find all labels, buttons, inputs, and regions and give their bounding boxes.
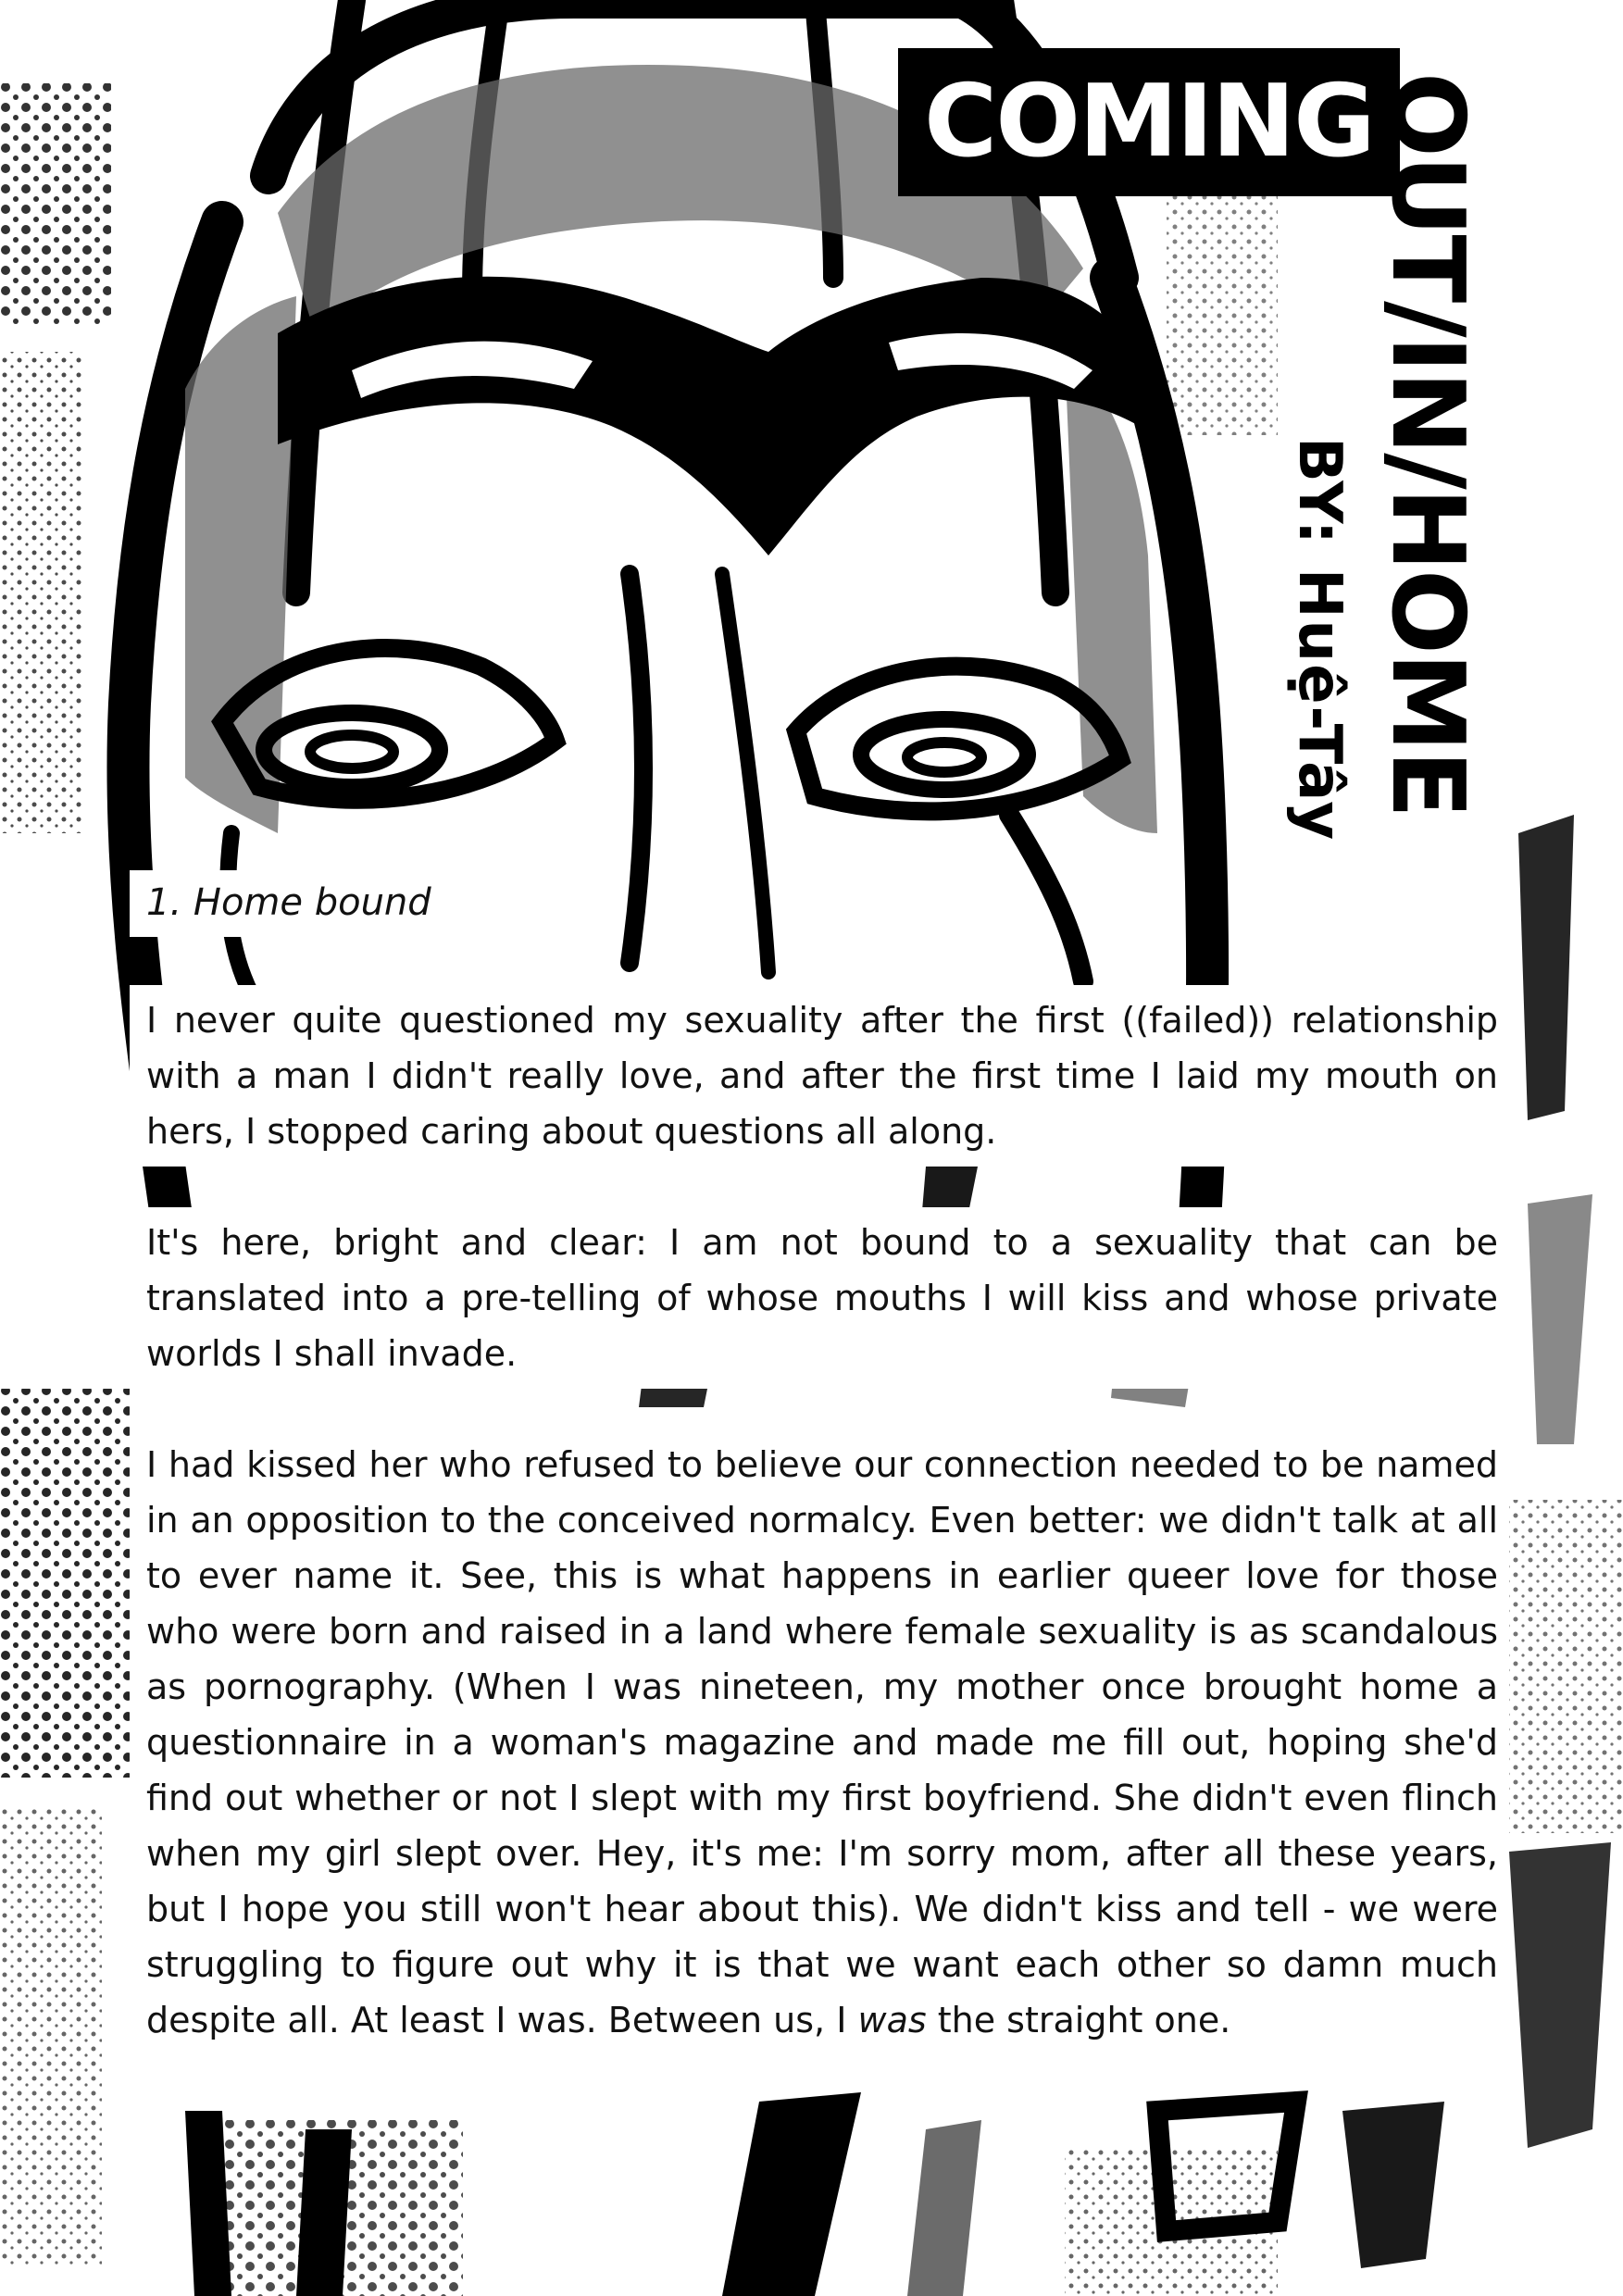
paragraph-2 xyxy=(130,1207,1509,1389)
paragraph-3-body: I had kissed her who refused to believe our connection needed to be named in an opposition to the conceived normalcy. Even better: we didn't talk at all to ever name it. See, this is what happens in earlier queer love for those who were born and raised in a land where female sexuality is as scandalous as pornography. (When I was nineteen, my mother once brought home a questionnaire in a woman's magazine and made me fill out, hoping she'd find out whether or not I slept with my first boyfriend. She didn't even flinch when my girl slept over. Hey, it's me: I'm sorry mom, after all these years, but I hope you still won't hear about this). We didn't kiss and tell - we were struggling to figure out why it is that we want each other so damn much despite all. At least I was. Between us, I xyxy=(146,1444,1498,2040)
paragraph-3 xyxy=(130,1429,1509,2055)
paragraph-3-text xyxy=(146,1437,1498,2048)
paragraph-3-emphasis: was xyxy=(857,2000,927,2040)
paragraph-1-text: I never quite questioned my sexuality after the first ((failed)) relationship with a man I didn't really love, and after the first time I laid my mouth on hers, I stopped caring about questions all along. xyxy=(146,1000,1498,1152)
title-coming: COMING xyxy=(898,48,1400,196)
byline-author: BY: Huệ-Tây xyxy=(1285,437,1354,842)
paragraph-1 xyxy=(130,985,1509,1167)
paragraph-2-text: It's here, bright and clear: I am not bound to a sexuality that can be translated into a pre-telling of whose mouths I will kiss and whose private worlds I shall invade. xyxy=(146,1222,1498,1374)
paragraph-3-ending: the straight one. xyxy=(926,2000,1231,2040)
brow-band xyxy=(278,277,1139,555)
section-heading: 1. Home bound xyxy=(130,870,489,937)
title-out-in-home: OUT/IN/HOME xyxy=(1369,72,1485,817)
eyes xyxy=(222,648,1120,811)
